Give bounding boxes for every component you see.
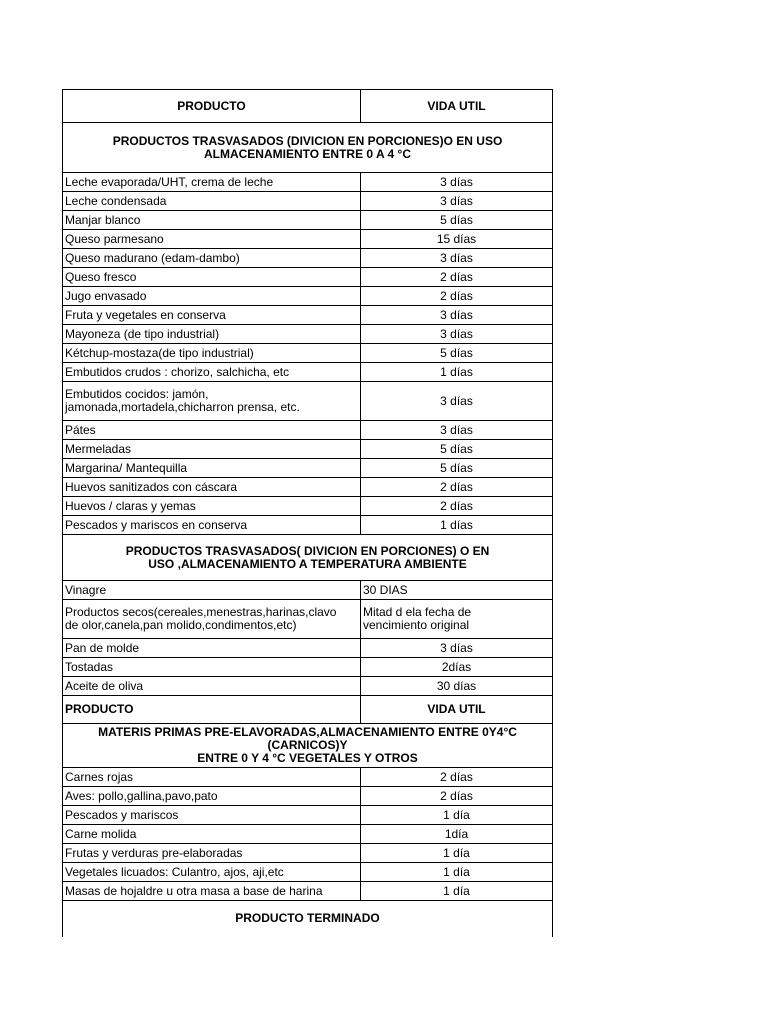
product-cell: Huevos sanitizados con cáscara bbox=[63, 478, 361, 497]
table-row bbox=[63, 382, 553, 421]
shelf-life-cell: 3 días bbox=[361, 639, 553, 658]
section-title-3-line2: ENTRE 0 Y 4 °C VEGETALES Y OTROS bbox=[197, 751, 418, 765]
product-cell: Huevos / claras y yemas bbox=[63, 497, 361, 516]
shelf-life-cell: 1día bbox=[361, 825, 553, 844]
shelf-life-cell: 1 día bbox=[361, 844, 553, 863]
table-header-row-2 bbox=[63, 696, 553, 724]
table-row bbox=[63, 639, 553, 658]
header-producto: PRODUCTO bbox=[63, 90, 361, 123]
shelf-life-cell: 1 día bbox=[361, 806, 553, 825]
product-cell: Masas de hojaldre u otra masa a base de harina bbox=[63, 882, 361, 901]
product-cell: Mayoneza (de tipo industrial) bbox=[63, 325, 361, 344]
shelf-life-cell: 2 días bbox=[361, 287, 553, 306]
shelf-life-cell: 30 DIAS bbox=[361, 581, 553, 600]
table-row bbox=[63, 325, 553, 344]
shelf-life-cell: 5 días bbox=[361, 344, 553, 363]
shelf-life-cell-line: Mitad d ela fecha de bbox=[363, 605, 472, 619]
shelf-life-cell: 3 días bbox=[361, 249, 553, 268]
product-cell: Embutidos crudos : chorizo, salchicha, etc bbox=[63, 363, 361, 382]
section-title-2-line2: USO ,ALMACENAMIENTO A TEMPERATURA AMBIENTE bbox=[148, 556, 467, 571]
shelf-life-cell: 5 días bbox=[361, 459, 553, 478]
header2-producto: PRODUCTO bbox=[63, 696, 361, 724]
table-row bbox=[63, 268, 553, 287]
table-row bbox=[63, 230, 553, 249]
product-cell: Queso fresco bbox=[63, 268, 361, 287]
product-cell: Pescados y mariscos bbox=[63, 806, 361, 825]
product-cell: Carne molida bbox=[63, 825, 361, 844]
section-title-2 bbox=[63, 535, 553, 581]
shelf-life-cell: 2 días bbox=[361, 478, 553, 497]
product-cell: Jugo envasado bbox=[63, 287, 361, 306]
product-cell: Fruta y vegetales en conserva bbox=[63, 306, 361, 325]
shelf-life-cell: 3 días bbox=[361, 306, 553, 325]
table-row bbox=[63, 806, 553, 825]
table-row bbox=[63, 825, 553, 844]
product-cell: Leche evaporada/UHT, crema de leche bbox=[63, 173, 361, 192]
section-header-3 bbox=[63, 724, 553, 768]
shelf-life-cell: 30 días bbox=[361, 677, 553, 696]
product-cell: Tostadas bbox=[63, 658, 361, 677]
shelf-life-cell: 1 días bbox=[361, 516, 553, 535]
product-cell: Pátes bbox=[63, 421, 361, 440]
section-title-2-line1: PRODUCTOS TRASVASADOS( DIVICION EN PORCIONES) O EN bbox=[125, 543, 490, 558]
product-cell: Vegetales licuados: Culantro, ajos, aji,etc bbox=[63, 863, 361, 882]
shelf-life-cell: 5 días bbox=[361, 440, 553, 459]
header2-vida-util: VIDA UTIL bbox=[361, 696, 553, 724]
shelf-life-cell bbox=[361, 600, 553, 639]
shelf-life-cell: 2 días bbox=[361, 268, 553, 287]
product-cell: Aceite de oliva bbox=[63, 677, 361, 696]
table-row bbox=[63, 600, 553, 639]
table-row bbox=[63, 344, 553, 363]
product-cell: Queso parmesano bbox=[63, 230, 361, 249]
section-title-1 bbox=[63, 123, 553, 173]
table-row bbox=[63, 768, 553, 787]
section-title-1-line1: PRODUCTOS TRASVASADOS (DIVICION EN PORCIONES)O EN USO bbox=[112, 133, 503, 148]
product-cell: Queso madurano (edam-dambo) bbox=[63, 249, 361, 268]
product-cell: Leche condensada bbox=[63, 192, 361, 211]
product-cell: Kétchup-mostaza(de tipo industrial) bbox=[63, 344, 361, 363]
table-row bbox=[63, 516, 553, 535]
section-header-4 bbox=[63, 901, 553, 937]
table-row bbox=[63, 863, 553, 882]
product-cell-line: de olor,canela,pan molido,condimentos,etc) bbox=[65, 618, 297, 632]
product-cell-line: Embutidos cocidos: jamón, bbox=[65, 387, 209, 401]
shelf-life-cell: 3 días bbox=[361, 421, 553, 440]
table-row bbox=[63, 287, 553, 306]
table-row bbox=[63, 478, 553, 497]
table-header-row bbox=[63, 90, 553, 123]
shelf-life-cell: 1 día bbox=[361, 863, 553, 882]
table-row bbox=[63, 173, 553, 192]
table-row bbox=[63, 787, 553, 806]
section-title-4: PRODUCTO TERMINADO bbox=[63, 901, 553, 937]
shelf-life-cell-line: vencimiento original bbox=[363, 618, 470, 632]
product-cell bbox=[63, 600, 361, 639]
shelf-life-cell: 2 días bbox=[361, 497, 553, 516]
table-row bbox=[63, 459, 553, 478]
section-title-1-line2: ALMACENAMIENTO ENTRE 0 A 4 °C bbox=[203, 146, 412, 161]
table-row bbox=[63, 306, 553, 325]
table-row bbox=[63, 211, 553, 230]
table-row bbox=[63, 658, 553, 677]
product-cell: Vinagre bbox=[63, 581, 361, 600]
shelf-life-table bbox=[62, 89, 553, 937]
table-row bbox=[63, 677, 553, 696]
section-header-2 bbox=[63, 535, 553, 581]
table-row bbox=[63, 882, 553, 901]
product-cell: Manjar blanco bbox=[63, 211, 361, 230]
table-row bbox=[63, 844, 553, 863]
product-cell bbox=[63, 382, 361, 421]
table-row bbox=[63, 581, 553, 600]
table-row bbox=[63, 421, 553, 440]
product-cell: Pan de molde bbox=[63, 639, 361, 658]
product-cell: Aves: pollo,gallina,pavo,pato bbox=[63, 787, 361, 806]
shelf-life-cell: 2 días bbox=[361, 787, 553, 806]
shelf-life-cell: 1 días bbox=[361, 363, 553, 382]
shelf-life-cell: 2días bbox=[361, 658, 553, 677]
table-row bbox=[63, 440, 553, 459]
shelf-life-cell: 3 días bbox=[361, 173, 553, 192]
header-vida-util: VIDA UTIL bbox=[361, 90, 553, 123]
shelf-life-cell: 15 días bbox=[361, 230, 553, 249]
table-row bbox=[63, 497, 553, 516]
shelf-life-cell: 2 días bbox=[361, 768, 553, 787]
table-row bbox=[63, 363, 553, 382]
product-cell: Margarina/ Mantequilla bbox=[63, 459, 361, 478]
product-cell-line: jamonada,mortadela,chicharron prensa, etc. bbox=[65, 400, 300, 414]
shelf-life-cell: 3 días bbox=[361, 325, 553, 344]
section-title-3 bbox=[63, 724, 553, 768]
section-header-1 bbox=[63, 123, 553, 173]
product-cell: Pescados y mariscos en conserva bbox=[63, 516, 361, 535]
product-cell: Frutas y verduras pre-elaboradas bbox=[63, 844, 361, 863]
shelf-life-cell: 3 días bbox=[361, 382, 553, 421]
table-body bbox=[63, 90, 553, 937]
table-row bbox=[63, 249, 553, 268]
product-cell-line: Productos secos(cereales,menestras,harinas,clavo bbox=[65, 605, 337, 619]
table-row bbox=[63, 192, 553, 211]
shelf-life-cell: 3 días bbox=[361, 192, 553, 211]
section-title-3-line1: MATERIS PRIMAS PRE-ELAVORADAS,ALMACENAMIENTO ENTRE 0Y4°C (CARNICOS)Y bbox=[98, 725, 517, 752]
product-cell: Carnes rojas bbox=[63, 768, 361, 787]
shelf-life-cell: 1 día bbox=[361, 882, 553, 901]
shelf-life-cell: 5 días bbox=[361, 211, 553, 230]
product-cell: Mermeladas bbox=[63, 440, 361, 459]
